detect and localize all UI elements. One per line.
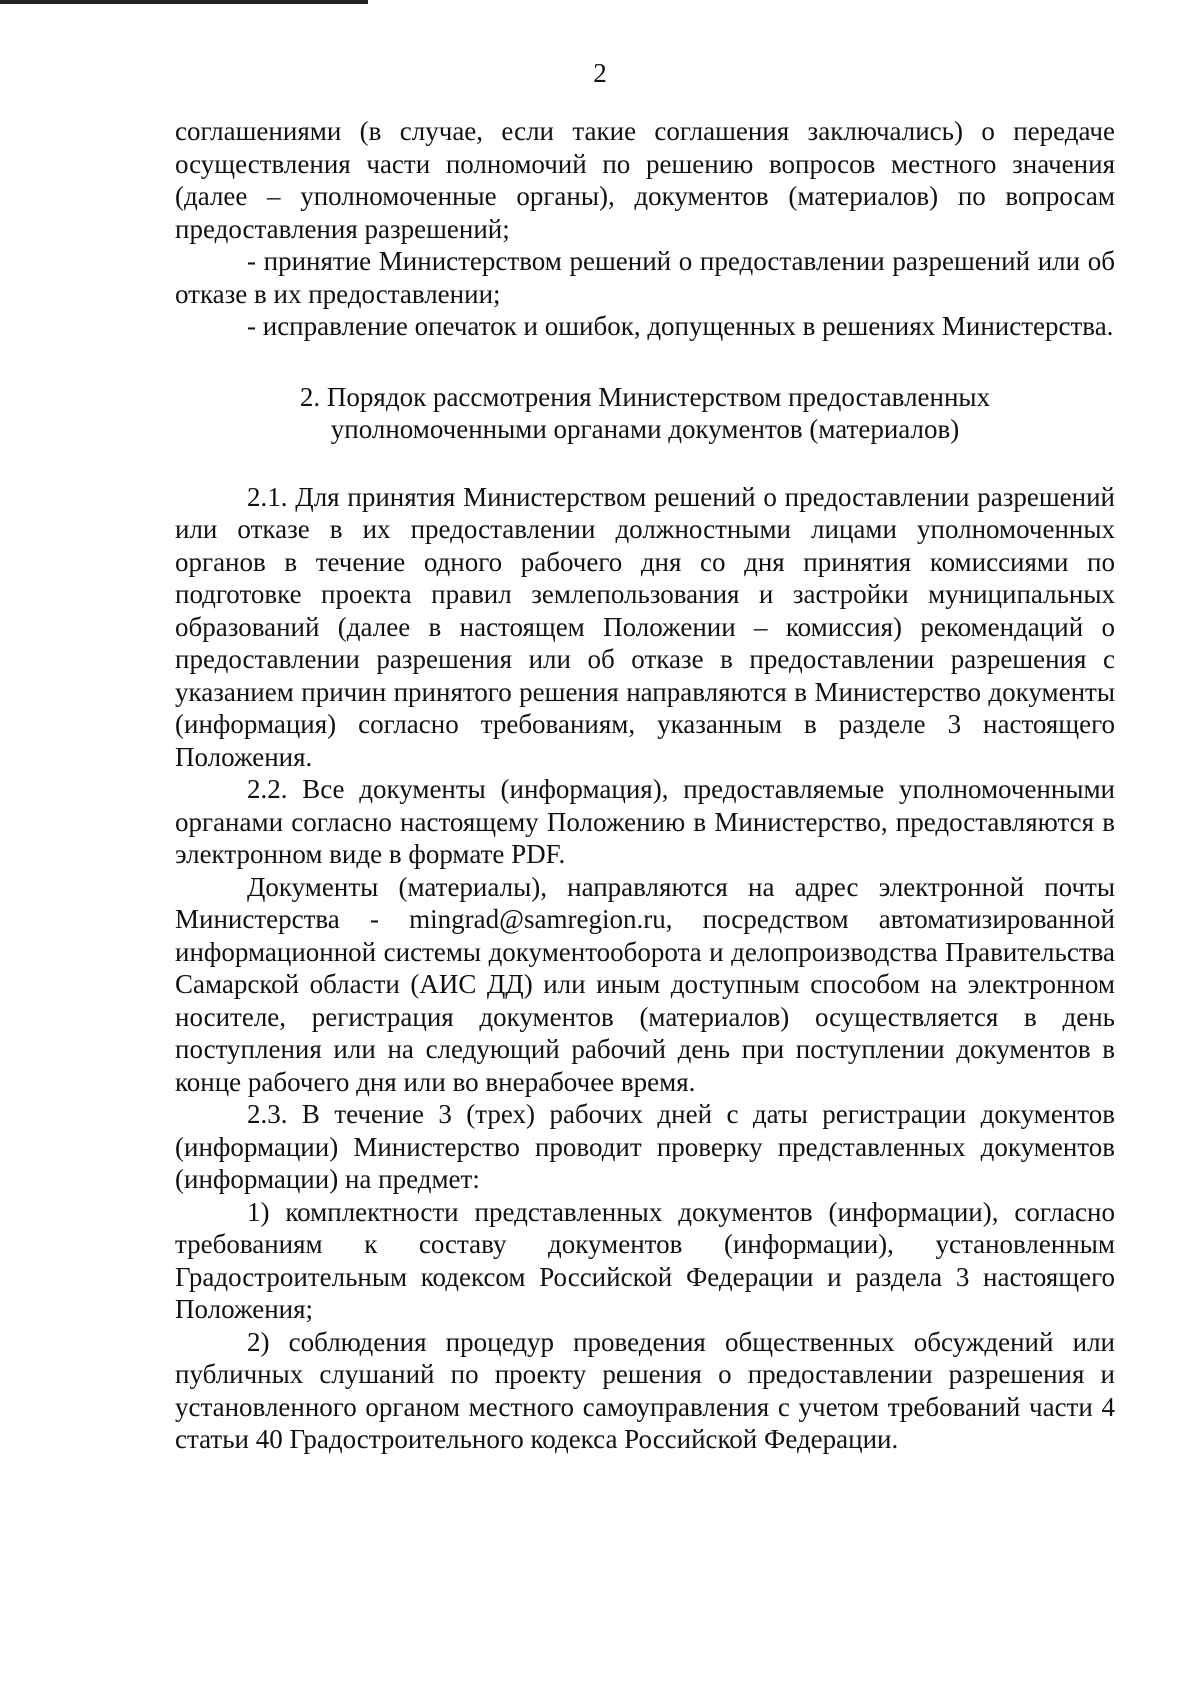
section-heading-line-1: 2. Порядок рассмотрения Министерством предоставленных (299, 381, 991, 412)
list-item-decisions: - принятие Министерством решений о предоставлении разрешений или об отказе в их предоставлении; (175, 246, 1115, 309)
scan-edge-line (0, 0, 368, 4)
section-heading-line-2: уполномоченными органами документов (материалов) (330, 414, 960, 444)
clause-2-2: 2.2. Все документы (информация), предоставляемые уполномоченными органами согласно настоящему Положению в Министерство, предоставляются в электронном виде в формате PDF. (175, 774, 1115, 869)
list-item-corrections: - исправление опечаток и ошибок, допущенных в решениях Министерства. (247, 311, 1114, 341)
clause-2-3-item-1: 1) комплектности представленных документов (информации), согласно требованиям к составу документов (информации), установленным Градостроительным кодексом Российской Федерации и раздела 3 настоящего Положения; (175, 1196, 1115, 1324)
clause-2-2-delivery: Документы (материалы), направляются на адрес электронной почты Министерства - mingrad@samregion.ru, посредством автоматизированной информационной системы документооборота и делопроизводства Правительства Самарской области (АИС ДД) или иным доступным способом на электронном носителе, регистрация документов (материалов) осуществляется в день поступления или на следующий рабочий день при поступлении документов в конце рабочего дня или во внерабочее время. (175, 871, 1115, 1097)
section-heading (175, 381, 1115, 446)
paragraph-continuation: соглашениями (в случае, если такие соглашения заключались) о передаче осуществления части полномочий по решению вопросов местного значения (далее – уполномоченные органы), документов (материалов) по вопросам предоставления разрешений; (175, 116, 1115, 244)
clause-2-1: 2.1. Для принятия Министерством решений о предоставлении разрешений или отказе в их предоставлении должностными лицами уполномоченных органов в течение одного рабочего дня со дня принятия комиссиями по подготовке проекта правил землепользования и застройки муниципальных образований (далее в настоящем Положении – комиссия) рекомендаций о предоставлении разрешения или об отказе в предоставлении разрешения с указанием причин принятого решения направляются в Министерство документы (информация) согласно требованиям, указанным в разделе 3 настоящего Положения. (175, 481, 1115, 772)
document-body (175, 115, 1115, 1456)
clause-2-3-item-2: 2) соблюдения процедур проведения общественных обсуждений или публичных слушаний по проекту решения о предоставлении разрешения и установленного органом местного самоуправления с учетом требований части 4 статьи 40 Градостроительного кодекса Российской Федерации. (175, 1326, 1115, 1454)
clause-2-3: 2.3. В течение 3 (трех) рабочих дней с даты регистрации документов (информации) Министерство проводит проверку представленных документов (информации) на предмет: (175, 1099, 1115, 1194)
page-number: 2 (593, 58, 607, 88)
